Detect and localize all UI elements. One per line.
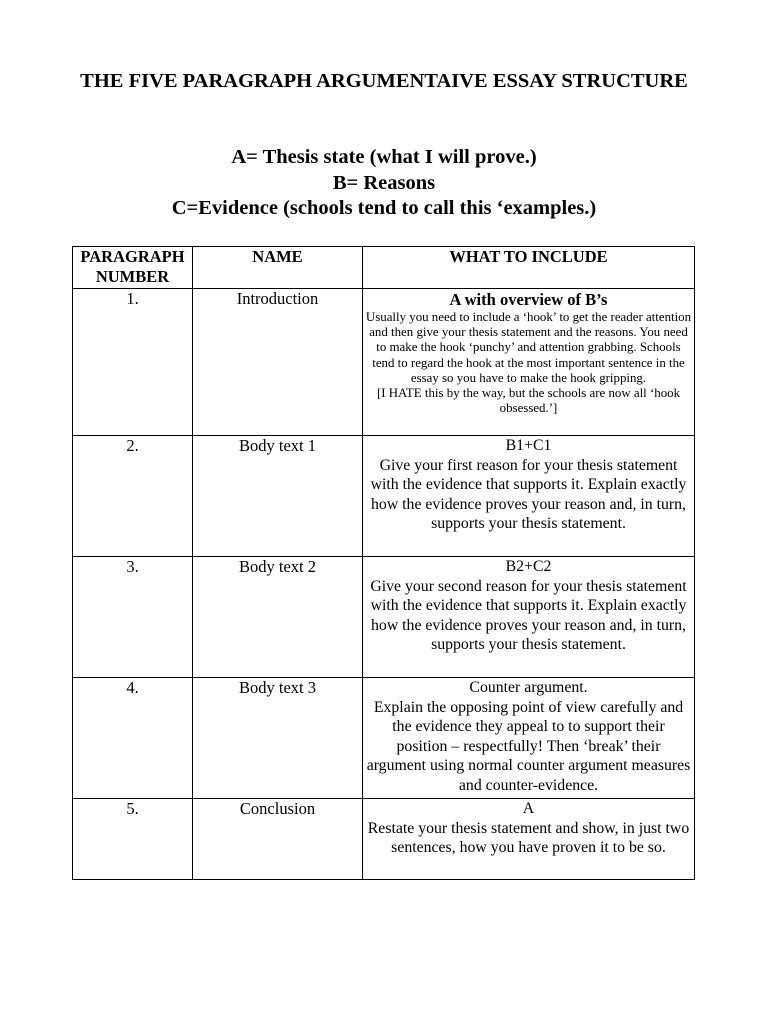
header-what-to-include: WHAT TO INCLUDE (363, 247, 695, 289)
paragraph-name: Conclusion (193, 799, 363, 880)
include-text: Explain the opposing point of view carefully and the evidence they appeal to to support their position – respectfully! Then ‘break’ their argument using normal counter argument measures and counter-evidence. (366, 698, 691, 794)
header-name: NAME (193, 247, 363, 289)
essay-structure-table (72, 246, 695, 880)
include-code: B2+C2 (505, 558, 552, 575)
what-to-include (363, 436, 695, 557)
paragraph-number: 3. (73, 557, 193, 678)
paragraph-name: Introduction (193, 289, 363, 436)
table-header-row (73, 247, 695, 289)
include-code: B1+C1 (505, 437, 552, 454)
table-row (73, 678, 695, 799)
legend-b: B= Reasons (332, 171, 436, 194)
paragraph-number: 4. (73, 678, 193, 799)
include-note: [I HATE this by the way, but the schools are now all ‘hook obsessed.’] (376, 386, 681, 416)
legend-c: C=Evidence (schools tend to call this ‘examples.) (171, 197, 597, 219)
what-to-include (363, 799, 695, 880)
paragraph-name: Body text 3 (193, 678, 363, 799)
include-code: A with overview of B’s (449, 290, 608, 309)
what-to-include (363, 678, 695, 799)
include-text: Give your second reason for your thesis statement with the evidence that supports it. Explain exactly how the evidence proves your reason and, in turn, supports your thesis statement. (370, 577, 687, 654)
document-title: THE FIVE PARAGRAPH ARGUMENTAIVE ESSAY STRUCTURE (80, 70, 688, 92)
legend-a: A= Thesis state (what I will prove.) (231, 146, 537, 168)
include-code: A (522, 800, 535, 817)
table-row (73, 799, 695, 880)
paragraph-number: 1. (73, 289, 193, 436)
what-to-include (363, 289, 695, 436)
paragraph-number: 5. (73, 799, 193, 880)
include-text: Restate your thesis statement and show, in just two sentences, how you have proven it to be so. (367, 819, 690, 857)
paragraph-name: Body text 2 (193, 557, 363, 678)
legend-block (40, 145, 728, 222)
include-code: Counter argument. (469, 679, 588, 696)
table-row (73, 289, 695, 436)
paragraph-name: Body text 1 (193, 436, 363, 557)
include-text: Give your first reason for your thesis statement with the evidence that supports it. Explain exactly how the evidence proves your reason and, in turn, supports your thesis statement. (370, 456, 687, 533)
header-paragraph-number: PARAGRAPH NUMBER (73, 247, 193, 289)
table-row (73, 436, 695, 557)
what-to-include (363, 557, 695, 678)
include-text: Usually you need to include a ‘hook’ to get the reader attention and then give your thesis statement and the reasons. You need to make the hook ‘punchy’ and attention grabbing. Schools tend to regard the hook at the most important sentence in the essay so you have to make the hook gripping. (365, 310, 692, 385)
table-row (73, 557, 695, 678)
paragraph-number: 2. (73, 436, 193, 557)
